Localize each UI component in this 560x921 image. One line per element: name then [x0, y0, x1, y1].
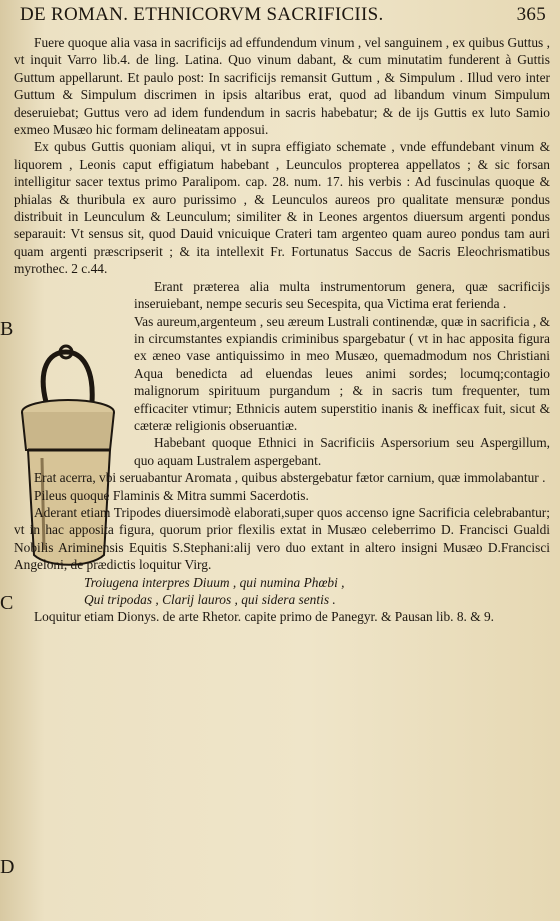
running-title: DE ROMAN. ETHNICORVM SACRIFICIIS. — [20, 4, 384, 25]
margin-letter-b: B — [0, 318, 14, 340]
paragraph-leunculi: Ex qubus Guttis quoniam aliqui, vt in supra effigiato schemate , vnde effundebant vinum & liquorem , Leonis caput effigiatum habebant , Leunculos propterea appellatos ; & sic forsan intelligitur sacer textus primo Paralipom. cap. 28. num. 17. his verbis : Ad fuscinulas quoque & phialas & thuribula ex auro purissimo , & Leunculos aureos pro qualitate mensuræ pondus distribuit in Leunculum & Leunculum; similiter & in Leones argentos diuersum argenti pondus separauit: Vt sensus sit, quod Dauid vnicuique Crateri tam argenteo quam aureo pondus tam auri quam argenti præscripserit ; & ita intellexit Fr. Fortunatus Saccus de Sacris Eleochrismatibus myrothec. 2 c.44. — [14, 139, 550, 277]
paragraph-guttus: Fuere quoque alia vasa in sacrificijs ad effundendum vinum , vel sanguinem , ex quibus Guttus , vt inquit Varro lib.4. de ling. Latina. Quo vinum dabant, & cum minutatim funderent à Guttis Guttum appellarunt. Et paulo post: In sacrificijs remansit Guttum , & Simpulum . Illud vero inter Guttum & Simpulum discrimen in ipsis altaribus erat, quod ad libandum vinum Simpulum deseruiebat; Guttus vero ad idem fundendum in sacris habebatur; & de ijs Guttis ex luto Samio exmeo Musæo hic formam delineatam apposui. — [14, 35, 550, 138]
margin-letter-d: D — [0, 856, 15, 878]
paragraph-tripodes: Aderant etiam Tripodes diuersimodè elaborati,super quos accenso igne Sacrificia celebrabantur; vt in hac apposita figura, quorum prior flexilis extat in Musæo celeberrimo D. Francisci Gualdi Nobilis Ariminensis Equitis S.Stephani:alij vero duo extant in altero insigni Musæo D.Francisci Angeloni, de prædictis loquitur Virg. — [14, 504, 550, 573]
paragraph-pileus: Pileus quoque Flaminis & Mitra summi Sacerdotis. — [34, 487, 309, 503]
paragraph-aspersorium: Habebant quoque Ethnici in Sacrificiis Aspersorium seu Aspergillum, quo aquam Lustralem aspergebant. — [134, 435, 550, 468]
margin-letter-c: C — [0, 592, 14, 614]
paragraph-dionysius: Loquitur etiam Dionys. de arte Rhetor. capite primo de Panegyr. & Pausan lib. 8. & 9. — [34, 609, 495, 625]
paragraph-acerra: Erat acerra, vbi seruabantur Aromata , quibus abstergebatur fætor carnium, quæ immolabantur . — [34, 470, 546, 486]
page-number: 365 — [516, 4, 546, 25]
paragraph-vas-lustrale: Vas aureum,argenteum , seu æreum Lustrali continendæ, quæ in sacrificia , & in circumstantes expiandis criminibus spargebatur ( vt in hac apposita figura ex æneo vase antiquissimo in meo Musæo, quemadmodum nos Christiani Aqua benedicta ad eluendas leues animi sordes; locumq;contagio malignorum spirituum purgandum ; & in sacris tum frequenter, tum efficaciter vtimur; Ethnicis autem superstitio inanis & inefficax fuit, sicut & cæteræ religionis obseruantiæ. — [134, 313, 550, 433]
verse-line-2: Qui tripodas , Clarij lauros , qui sidera sentis . — [84, 592, 336, 607]
running-header — [20, 4, 552, 30]
verse-line-1: Troiugena interpres Diuum , qui numina Phœbi , — [84, 574, 345, 590]
body-text — [14, 34, 550, 626]
paragraph-instrumenta: Erant præterea alia multa instrumentorum genera, quæ sacrificijs inseruiebant, nempe securis seu Secespita, qua Victima erat ferienda . — [134, 278, 550, 312]
